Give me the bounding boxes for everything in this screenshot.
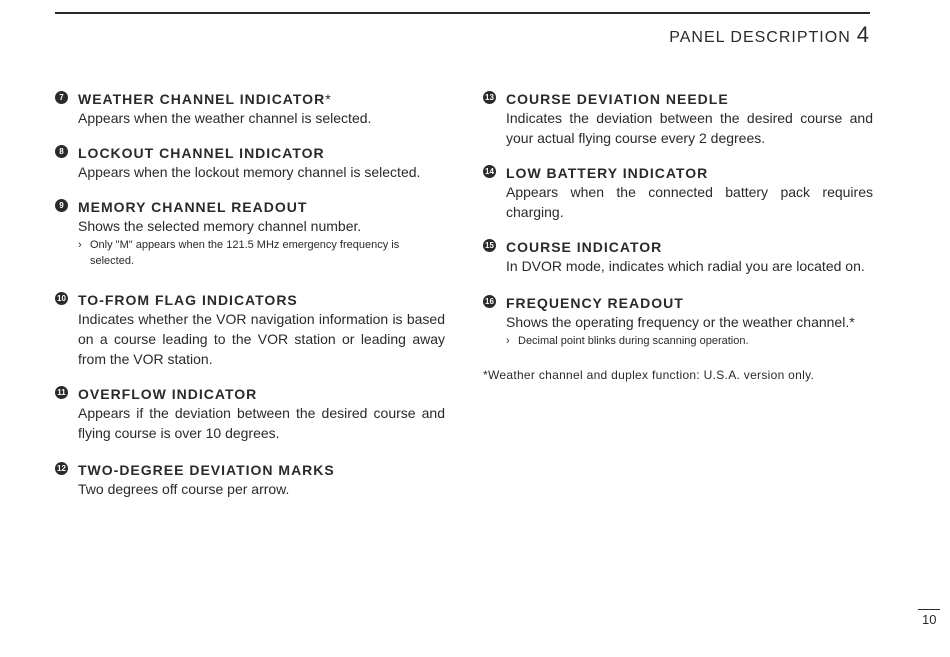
item-note: › Decimal point blinks during scanning operation. xyxy=(506,335,749,347)
item-number-badge: 7 xyxy=(55,91,68,104)
item-title: COURSE DEVIATION NEEDLE xyxy=(506,91,729,107)
item-course-indicator xyxy=(483,238,873,276)
item-body: Appears when the weather channel is selected. xyxy=(78,110,372,126)
item-frequency-readout xyxy=(483,294,873,349)
page-number: 10 xyxy=(918,609,940,627)
item-lockout-channel-indicator xyxy=(55,144,445,182)
item-title: WEATHER CHANNEL INDICATOR* xyxy=(78,91,332,107)
item-number-badge: 13 xyxy=(483,91,496,104)
item-number-badge: 10 xyxy=(55,292,68,305)
item-title: TWO-DEGREE DEVIATION MARKS xyxy=(78,462,335,478)
item-body: In DVOR mode, indicates which radial you are located on. xyxy=(506,258,865,274)
item-body: Appears when the lockout memory channel is selected. xyxy=(78,164,421,180)
item-body: Indicates whether the VOR navigation information is based on a course leading to the VOR station or leading away from the VOR station. xyxy=(78,311,445,367)
item-memory-channel-readout xyxy=(55,198,445,269)
item-number-badge: 14 xyxy=(483,165,496,178)
item-number-badge: 12 xyxy=(55,462,68,475)
item-number-badge: 15 xyxy=(483,239,496,252)
item-number-badge: 9 xyxy=(55,199,68,212)
item-to-from-flag-indicators xyxy=(55,291,445,369)
item-number-badge: 8 xyxy=(55,145,68,158)
item-body: Shows the operating frequency or the weather channel.* xyxy=(506,314,855,330)
item-number-badge: 11 xyxy=(55,386,68,399)
item-low-battery-indicator xyxy=(483,164,873,222)
section-title: PANEL DESCRIPTION xyxy=(669,29,851,46)
item-weather-channel-indicator xyxy=(55,90,445,128)
note-arrow-icon: › xyxy=(78,239,82,251)
item-title: LOW BATTERY INDICATOR xyxy=(506,165,709,181)
right-column xyxy=(483,90,873,383)
item-two-degree-deviation-marks xyxy=(55,461,445,499)
item-overflow-indicator xyxy=(55,385,445,443)
item-body: Indicates the deviation between the desired course and your actual flying course every 2 degrees. xyxy=(506,110,873,146)
page-header xyxy=(669,22,870,48)
item-title: COURSE INDICATOR xyxy=(506,239,663,255)
item-title: MEMORY CHANNEL READOUT xyxy=(78,199,308,215)
section-number: 4 xyxy=(856,22,870,47)
item-title: OVERFLOW INDICATOR xyxy=(78,386,258,402)
item-body: Shows the selected memory channel number. xyxy=(78,218,362,234)
item-number-badge: 16 xyxy=(483,295,496,308)
item-course-deviation-needle xyxy=(483,90,873,148)
item-title: FREQUENCY READOUT xyxy=(506,295,684,311)
note-arrow-icon: › xyxy=(506,335,510,347)
left-column xyxy=(55,90,445,499)
item-body: Appears when the connected battery pack requires charging. xyxy=(506,184,873,220)
item-body: Two degrees off course per arrow. xyxy=(78,481,290,497)
item-body: Appears if the deviation between the desired course and flying course is over 10 degrees. xyxy=(78,405,445,441)
item-title: TO-FROM FLAG INDICATORS xyxy=(78,292,298,308)
top-rule xyxy=(55,12,870,14)
item-title: LOCKOUT CHANNEL INDICATOR xyxy=(78,145,325,161)
item-note: › Only "M" appears when the 121.5 MHz emergency frequency is selected. xyxy=(78,239,400,267)
footnote: *Weather channel and duplex function: U.S.A. version only. xyxy=(483,368,815,382)
